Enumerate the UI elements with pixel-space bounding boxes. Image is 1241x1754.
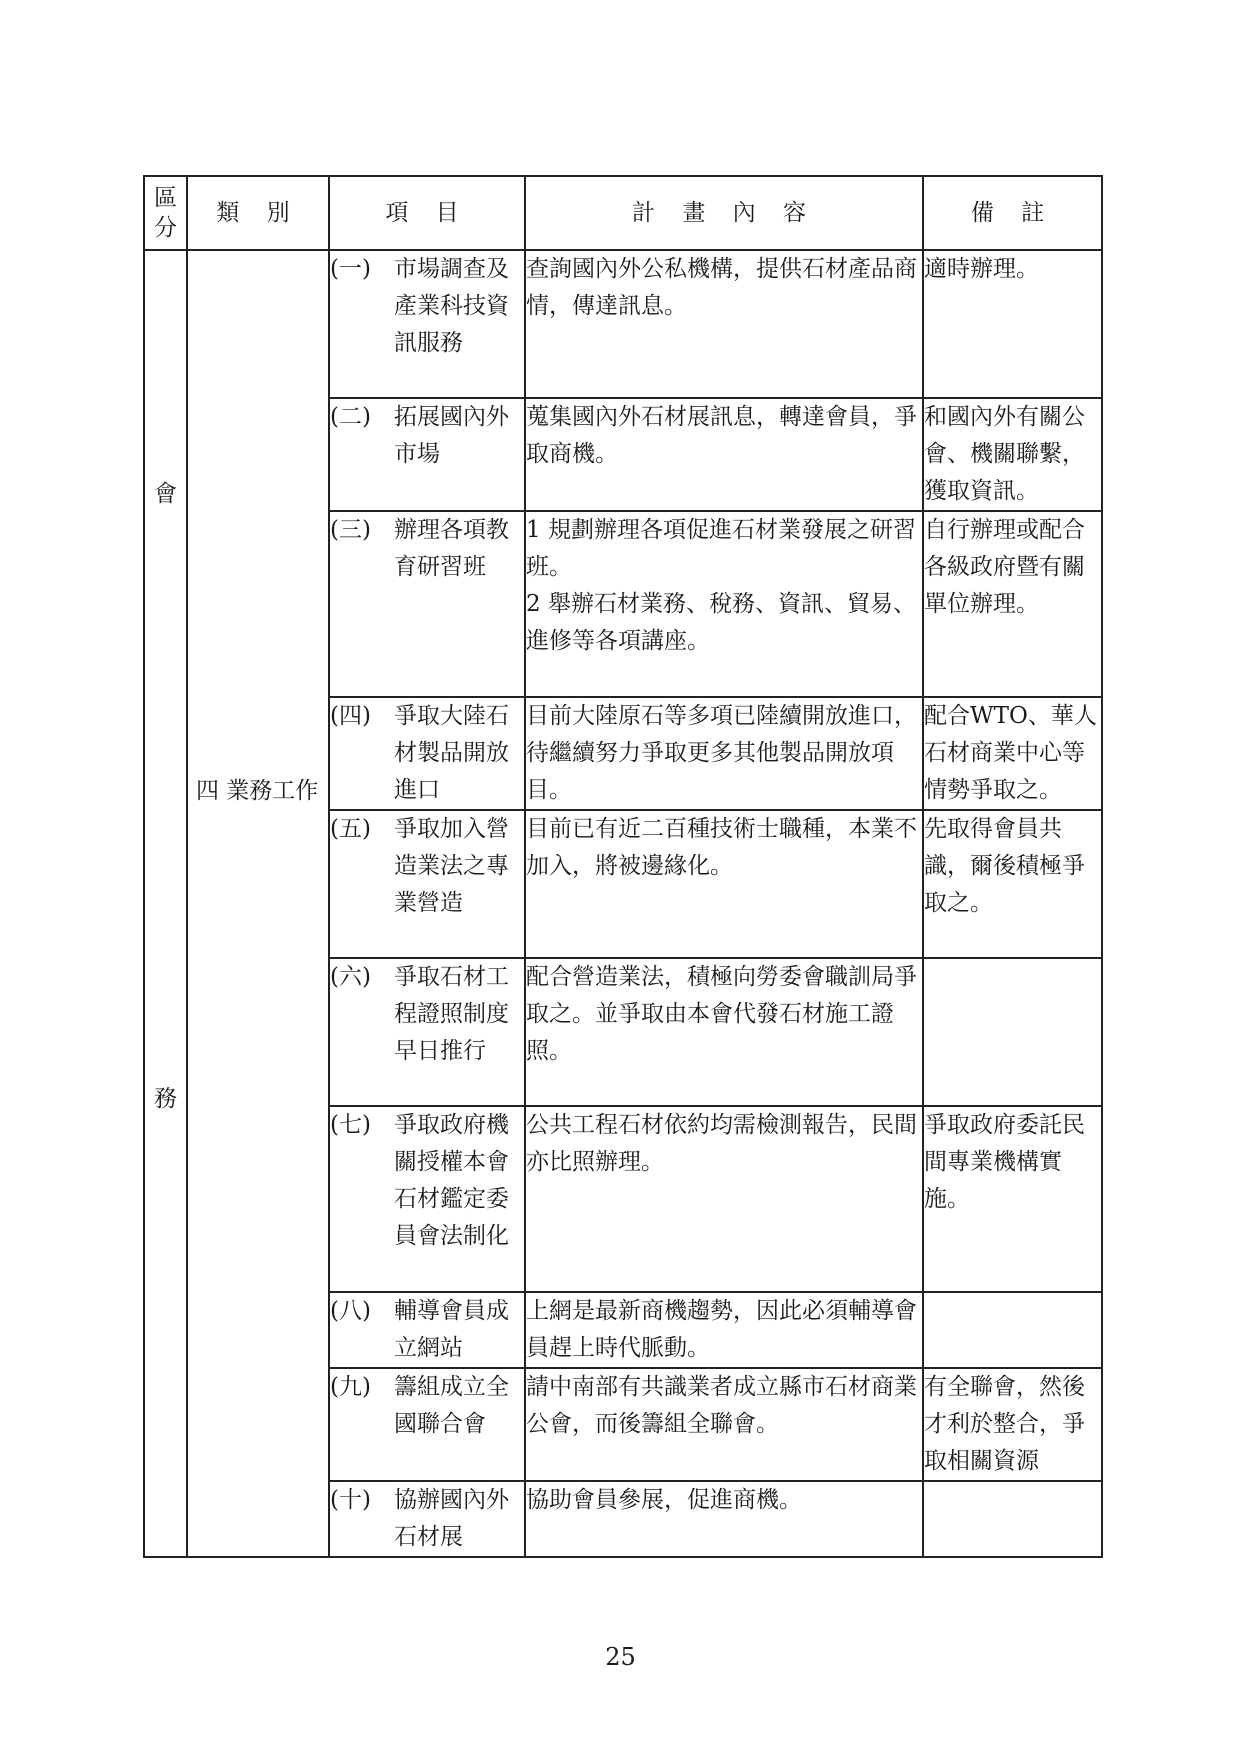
item-title: 協辦國內外石材展 xyxy=(394,1487,509,1550)
item-cell xyxy=(329,1292,525,1368)
remark-cell xyxy=(923,958,1102,1106)
content-cell: 目前大陸原石等多項已陸續開放進口，待繼續努力爭取更多其他製品開放項目。 xyxy=(525,697,923,810)
plan-table xyxy=(143,175,1103,1558)
table-header-row xyxy=(144,176,1102,250)
remark-cell xyxy=(923,1292,1102,1368)
header-content: 計 畫 內 容 xyxy=(525,176,923,250)
item-cell xyxy=(329,810,525,958)
section-char: 會 xyxy=(154,481,177,507)
remark-cell: 配合WTO、華人石材商業中心等情勢爭取之。 xyxy=(923,697,1102,810)
item-number: (六) xyxy=(330,964,371,990)
content-cell: 查詢國內外公私機構，提供石材產品商情，傳達訊息。 xyxy=(525,250,923,398)
category-cell xyxy=(187,250,329,1557)
item-title: 爭取大陸石材製品開放進口 xyxy=(394,703,509,803)
item-title: 輔導會員成立網站 xyxy=(394,1298,509,1361)
remark-cell: 有全聯會，然後才利於整合，爭取相關資源 xyxy=(923,1368,1102,1481)
header-item: 項 目 xyxy=(329,176,525,250)
item-cell xyxy=(329,511,525,697)
item-cell xyxy=(329,1368,525,1481)
item-cell xyxy=(329,1106,525,1292)
content-cell: 請中南部有共識業者成立縣市石材商業公會，而後籌組全聯會。 xyxy=(525,1368,923,1481)
content-cell: 配合營造業法，積極向勞委會職訓局爭取之。並爭取由本會代發石材施工證照。 xyxy=(525,958,923,1106)
item-number: (一) xyxy=(330,256,371,282)
remark-cell: 自行辦理或配合各級政府暨有關單位辦理。 xyxy=(923,511,1102,697)
item-number: (十) xyxy=(330,1487,371,1513)
item-cell xyxy=(329,697,525,810)
category-label: 四 業務工作 xyxy=(196,778,319,804)
table-row xyxy=(144,250,1102,398)
remark-cell: 和國內外有關公會、機關聯繫，獲取資訊。 xyxy=(923,398,1102,511)
section-cell xyxy=(144,250,187,1557)
content-list-item: 1 規劃辦理各項促進石材業發展之研習班。 xyxy=(526,517,916,580)
content-cell: 目前已有近二百種技術士職種，本業不加入，將被邊緣化。 xyxy=(525,810,923,958)
item-number: (五) xyxy=(330,816,371,842)
item-title: 爭取加入營造業法之專業營造 xyxy=(394,816,509,916)
header-category: 類 別 xyxy=(187,176,329,250)
content-cell: 上網是最新商機趨勢，因此必須輔導會員趕上時代脈動。 xyxy=(525,1292,923,1368)
page-number: 25 xyxy=(605,1643,636,1671)
item-title: 籌組成立全國聯合會 xyxy=(394,1374,509,1437)
item-number: (三) xyxy=(330,517,371,543)
content-cell: 協助會員參展，促進商機。 xyxy=(525,1481,923,1557)
item-cell xyxy=(329,1481,525,1557)
content-cell: 蒐集國內外石材展訊息，轉達會員，爭取商機。 xyxy=(525,398,923,511)
item-cell xyxy=(329,958,525,1106)
item-title: 爭取政府機關授權本會石材鑑定委員會法制化 xyxy=(394,1112,509,1249)
item-title: 市場調查及產業科技資訊服務 xyxy=(394,256,509,356)
item-number: (九) xyxy=(330,1374,371,1400)
content-list-item: 2 舉辦石材業務、稅務、資訊、貿易、進修等各項講座。 xyxy=(526,591,916,654)
item-number: (八) xyxy=(330,1298,371,1324)
content-cell xyxy=(525,511,923,697)
item-cell xyxy=(329,250,525,398)
content-cell: 公共工程石材依約均需檢測報告，民間亦比照辦理。 xyxy=(525,1106,923,1292)
remark-cell: 適時辦理。 xyxy=(923,250,1102,398)
item-number: (七) xyxy=(330,1112,371,1138)
section-char: 務 xyxy=(154,1086,177,1112)
item-title: 拓展國內外市場 xyxy=(394,404,509,467)
remark-cell: 爭取政府委託民間專業機構實施。 xyxy=(923,1106,1102,1292)
item-title: 辦理各項教育研習班 xyxy=(394,517,509,580)
item-cell xyxy=(329,398,525,511)
remark-cell xyxy=(923,1481,1102,1557)
header-remark: 備 註 xyxy=(923,176,1102,250)
header-section: 區 分 xyxy=(144,176,187,250)
item-title: 爭取石材工程證照制度早日推行 xyxy=(394,964,509,1064)
item-number: (二) xyxy=(330,404,371,430)
item-number: (四) xyxy=(330,703,371,729)
remark-cell: 先取得會員共識，爾後積極爭取之。 xyxy=(923,810,1102,958)
